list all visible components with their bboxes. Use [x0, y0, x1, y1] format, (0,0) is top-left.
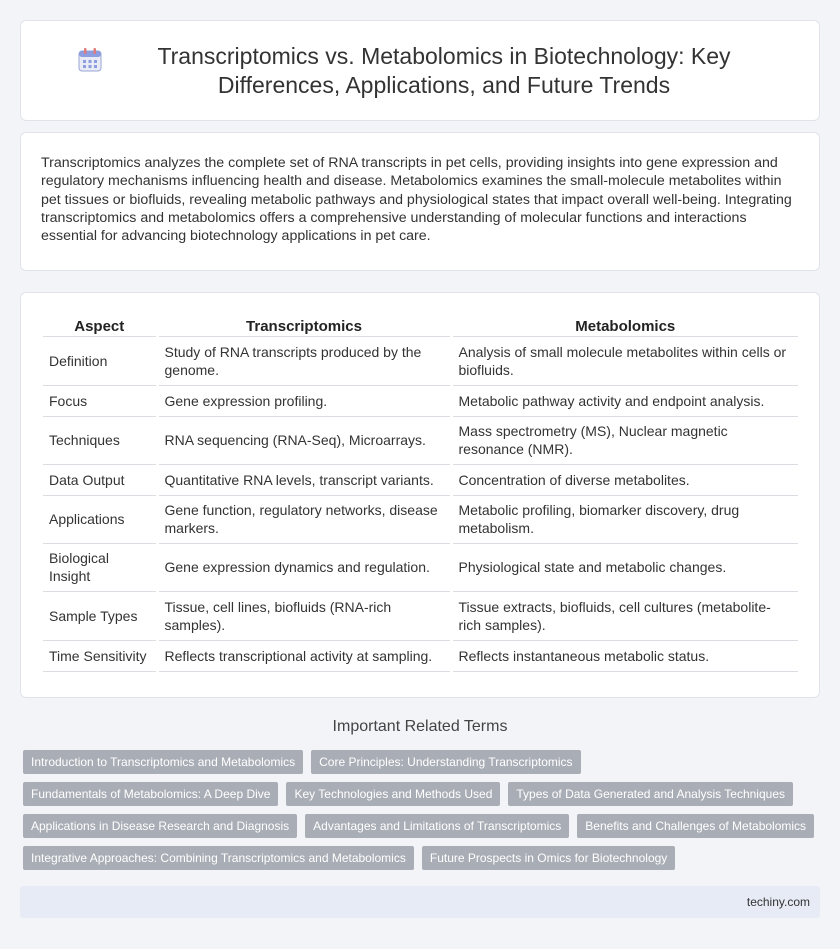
header-metabolomics: Metabolomics	[451, 315, 798, 336]
tag-row	[23, 846, 823, 878]
metabolomics-cell: Metabolic pathway activity and endpoint analysis.	[451, 385, 798, 416]
metabolomics-cell: Physiological state and metabolic changes.	[451, 543, 798, 591]
table-row	[43, 640, 798, 671]
comparison-table-card	[20, 292, 820, 698]
metabolomics-cell: Metabolic profiling, biomarker discovery, drug metabolism.	[451, 495, 798, 543]
related-term-tag[interactable]: Applications in Disease Research and Diagnosis	[23, 814, 297, 838]
related-term-tag[interactable]: Fundamentals of Metabolomics: A Deep Dive	[23, 782, 278, 806]
table-row	[43, 464, 798, 495]
tag-row	[23, 814, 823, 846]
aspect-cell: Time Sensitivity	[43, 640, 157, 671]
related-term-tag[interactable]: Key Technologies and Methods Used	[286, 782, 500, 806]
header-aspect: Aspect	[43, 315, 157, 336]
table-row	[43, 543, 798, 591]
page-title: Transcriptomics vs. Metabolomics in Biotechnology: Key Differences, Applications, and Future Trends	[157, 42, 731, 98]
related-term-tag[interactable]: Advantages and Limitations of Transcriptomics	[305, 814, 569, 838]
aspect-cell: Biological Insight	[43, 543, 157, 591]
metabolomics-cell: Concentration of diverse metabolites.	[451, 464, 798, 495]
metabolomics-cell: Mass spectrometry (MS), Nuclear magnetic resonance (NMR).	[451, 416, 798, 464]
transcriptomics-cell: Study of RNA transcripts produced by the genome.	[157, 336, 451, 385]
intro-paragraph: Transcriptomics analyzes the complete set of RNA transcripts in pet cells, providing insights into gene expression and regulatory mechanisms influencing health and disease. Metabolomics examines the small-molecule metabolites within pet tissues or biofluids, revealing metabolic pathways and physiological states that impact overall well-being. Integrating transcriptomics and metabolomics offers a comprehensive understanding of molecular functions and interactions essential for advancing biotechnology applications in pet care.	[41, 155, 792, 245]
related-term-tag[interactable]: Benefits and Challenges of Metabolomics	[577, 814, 814, 838]
transcriptomics-cell: Gene expression dynamics and regulation.	[157, 543, 451, 591]
transcriptomics-cell: Quantitative RNA levels, transcript variants.	[157, 464, 451, 495]
tag-row	[23, 782, 823, 814]
aspect-cell: Sample Types	[43, 591, 157, 640]
metabolomics-cell: Tissue extracts, biofluids, cell cultures (metabolite-rich samples).	[451, 591, 798, 640]
transcriptomics-cell: Gene function, regulatory networks, disease markers.	[157, 495, 451, 543]
table-row	[43, 416, 798, 464]
related-term-tag[interactable]: Future Prospects in Omics for Biotechnology	[422, 846, 675, 870]
related-terms-heading: Important Related Terms	[332, 718, 508, 735]
aspect-cell: Applications	[43, 495, 157, 543]
footer	[20, 886, 820, 918]
table-row	[43, 336, 798, 385]
transcriptomics-cell: Tissue, cell lines, biofluids (RNA-rich samples).	[157, 591, 451, 640]
footer-site-link[interactable]: techiny.com	[746, 895, 810, 909]
title-card	[20, 20, 820, 121]
related-term-tag[interactable]: Types of Data Generated and Analysis Techniques	[508, 782, 793, 806]
related-terms-tags	[23, 750, 823, 878]
related-term-tag[interactable]: Integrative Approaches: Combining Transcriptomics and Metabolomics	[23, 846, 414, 870]
calendar-icon	[76, 46, 104, 74]
aspect-cell: Definition	[43, 336, 157, 385]
metabolomics-cell: Reflects instantaneous metabolic status.	[451, 640, 798, 671]
intro-card	[20, 132, 820, 271]
table-row	[43, 495, 798, 543]
table-row	[43, 385, 798, 416]
tag-row	[23, 750, 823, 782]
transcriptomics-cell: RNA sequencing (RNA-Seq), Microarrays.	[157, 416, 451, 464]
aspect-cell: Focus	[43, 385, 157, 416]
header-transcriptomics: Transcriptomics	[157, 315, 451, 336]
related-term-tag[interactable]: Introduction to Transcriptomics and Metabolomics	[23, 750, 303, 774]
transcriptomics-cell: Gene expression profiling.	[157, 385, 451, 416]
metabolomics-cell: Analysis of small molecule metabolites within cells or biofluids.	[451, 336, 798, 385]
table-header-row	[43, 315, 798, 336]
aspect-cell: Data Output	[43, 464, 157, 495]
aspect-cell: Techniques	[43, 416, 157, 464]
transcriptomics-cell: Reflects transcriptional activity at sampling.	[157, 640, 451, 671]
related-term-tag[interactable]: Core Principles: Understanding Transcriptomics	[311, 750, 580, 774]
table-row	[43, 591, 798, 640]
comparison-table	[43, 315, 798, 672]
